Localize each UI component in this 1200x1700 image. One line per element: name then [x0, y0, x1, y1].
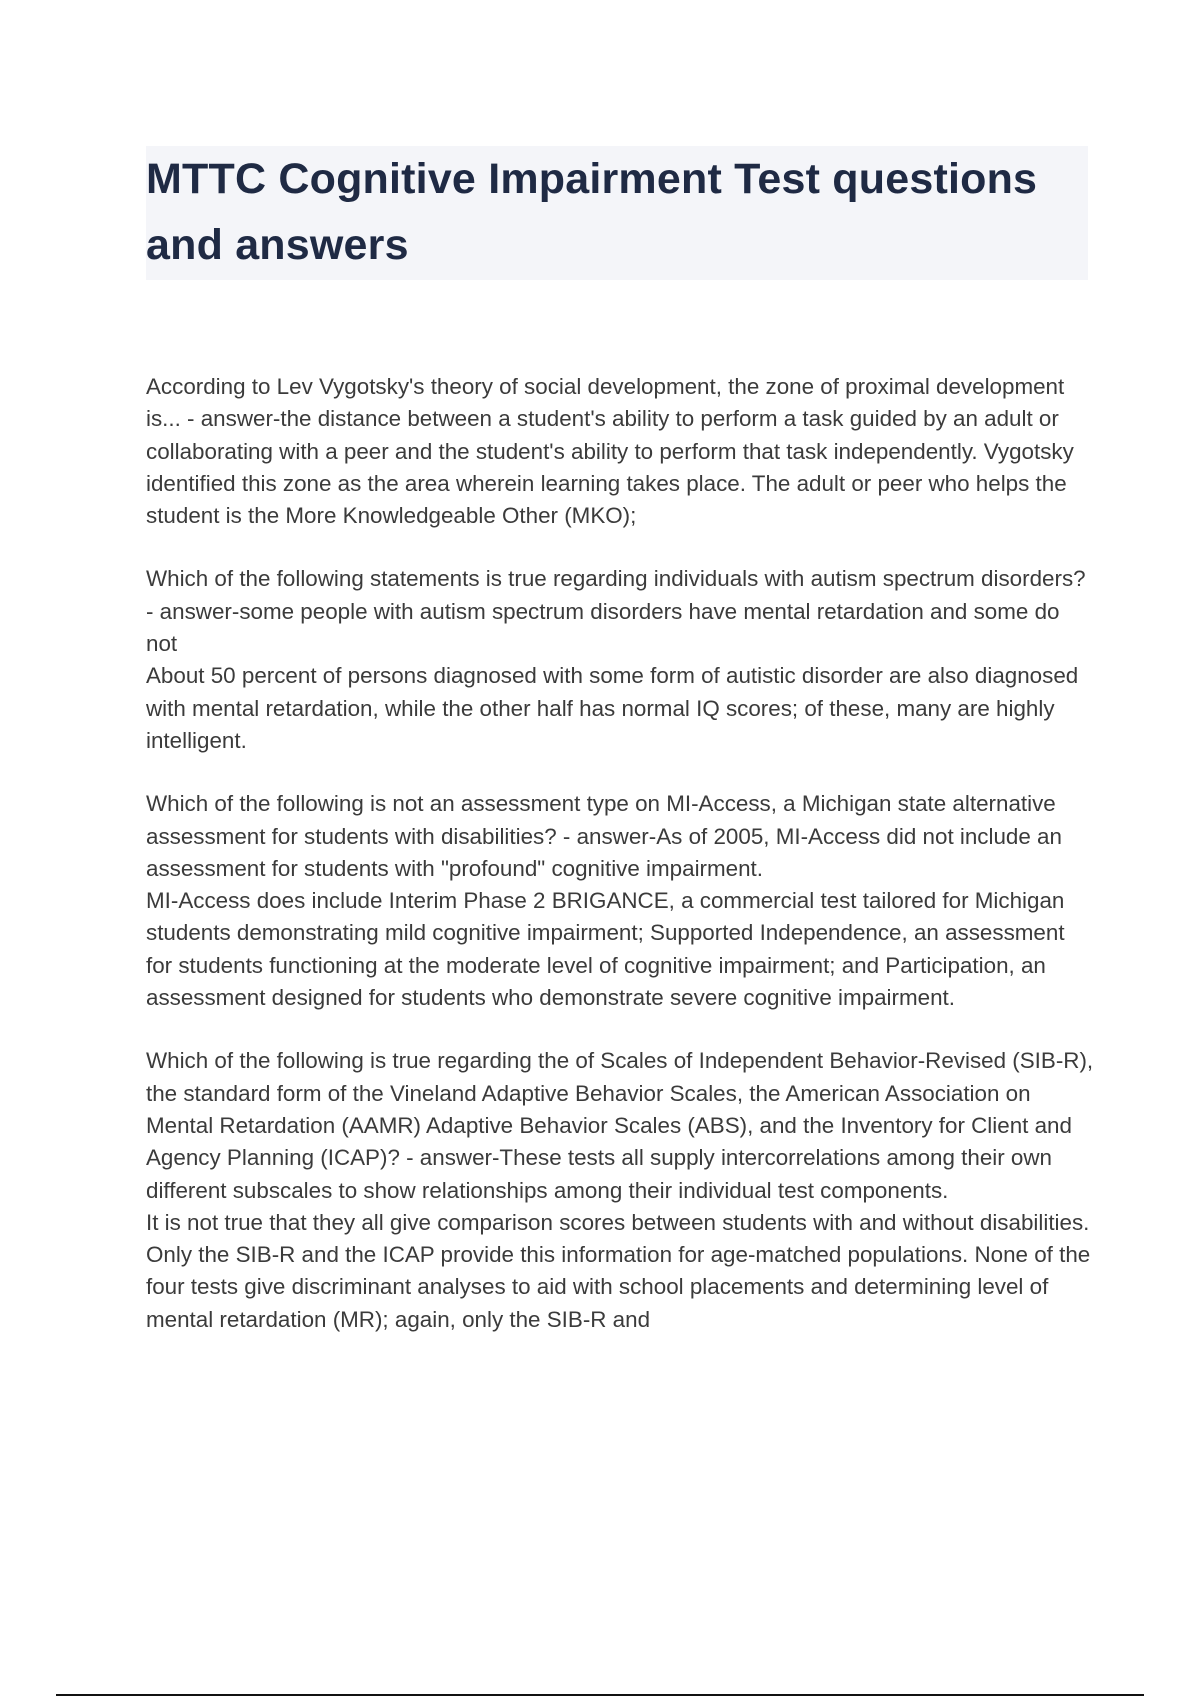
title-box: [146, 146, 1088, 280]
qa-paragraph: According to Lev Vygotsky's theory of social development, the zone of proximal development is... - answer-the distance between a student's ability to perform a task guided by an adult or collaborating with a peer and the student's ability to perform that task independently. Vygotsky identified this zone as the area wherein learning takes place. The adult or peer who helps the student is the More Knowledgeable Other (MKO);: [146, 374, 1074, 529]
qa-paragraph: About 50 percent of persons diagnosed with some form of autistic disorder are also diagnosed with mental retardation, while the other half has normal IQ scores; of these, many are highly intelligent.: [146, 663, 1079, 753]
qa-item: [146, 1045, 1096, 1336]
qa-paragraph: Which of the following is not an assessment type on MI-Access, a Michigan state alternative assessment for students with disabilities? - answer-As of 2005, MI-Access did not include an assessment for students with "profound" cognitive impairment.: [146, 791, 1062, 881]
qa-paragraph: Which of the following statements is true regarding individuals with autism spectrum disorders? - answer-some people with autism spectrum disorders have mental retardation and some do not: [146, 566, 1086, 657]
page-title: MTTC Cognitive Impairment Test questions and answers: [146, 155, 1038, 269]
document-body: [146, 371, 1096, 1367]
qa-item: [146, 788, 1096, 1014]
qa-item: [146, 371, 1096, 532]
qa-paragraph: It is not true that they all give comparison scores between students with and without disabilities. Only the SIB-R and the ICAP provide this information for age-matched populations. None of the four tests give discriminant analyses to aid with school placements and determining level of mental retardation (MR); again, only the SIB-R and: [146, 1209, 1091, 1332]
page-bottom-divider: [56, 1694, 1144, 1696]
qa-item: [146, 563, 1096, 757]
qa-paragraph: Which of the following is true regarding the of Scales of Independent Behavior-Revised (SIB-R), the standard form of the Vineland Adaptive Behavior Scales, the American Association on Mental Retardation (AAMR) Adaptive Behavior Scales (ABS), and the Inventory for Client and Agency Planning (ICAP)? - answer-These tests all supply intercorrelations among their own different subscales to show relationships among their individual test components.: [146, 1048, 1094, 1203]
qa-paragraph: MI-Access does include Interim Phase 2 BRIGANCE, a commercial test tailored for Michigan students demonstrating mild cognitive impairment; Supported Independence, an assessment for students functioning at the moderate level of cognitive impairment; and Participation, an assessment designed for students who demonstrate severe cognitive impairment.: [146, 888, 1065, 1011]
